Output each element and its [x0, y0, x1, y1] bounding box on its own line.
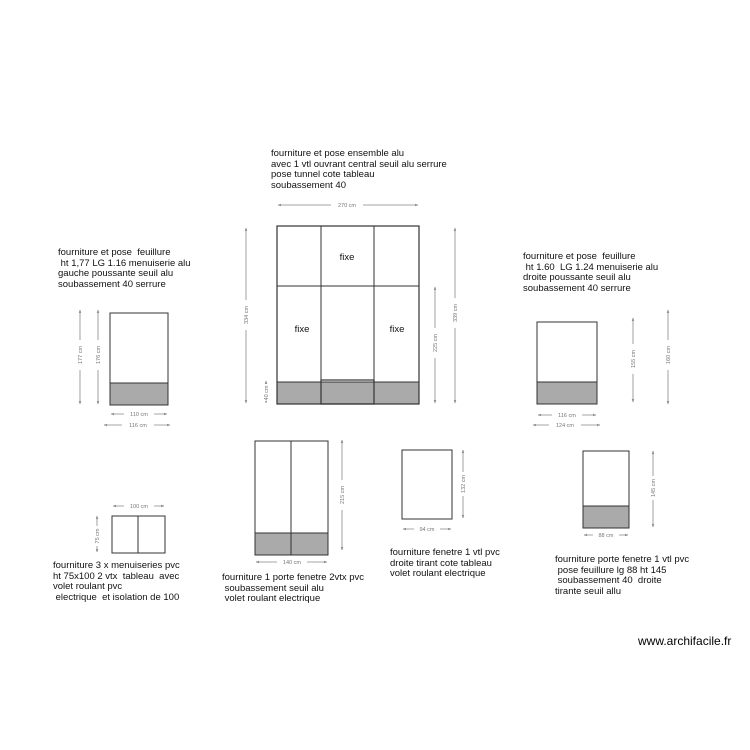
note-line: volet roulant electrique	[222, 593, 321, 604]
note-line: fourniture 3 x menuiseries pvc	[53, 560, 180, 571]
dim-window-width: 94 cm	[419, 527, 435, 533]
note-left-top	[58, 248, 191, 290]
note-bottom-center-left	[222, 573, 364, 605]
dim-left-height-inner: 176 cm	[96, 345, 102, 365]
dim-left-width-inner: 110 cm	[130, 412, 148, 418]
dim-right-door-width: 88 cm	[598, 533, 614, 539]
dim-right-door-height: 145 cm	[651, 478, 657, 498]
note-line: volet roulant electrique	[390, 568, 486, 579]
window-dimensions	[403, 450, 463, 529]
fixe-left-label: fixe	[294, 324, 310, 335]
note-line: soubassement 40 serrure	[523, 282, 631, 294]
note-line: fourniture et pose feuillure	[523, 251, 636, 262]
note-line: soubassement 40 serrure	[58, 278, 166, 290]
dim-right-height-inner: 155 cm	[631, 349, 637, 369]
dim-center-width: 270 cm	[337, 203, 357, 209]
dim-right-width-inner: 116 cm	[558, 413, 576, 419]
small-pvc-window	[112, 516, 165, 553]
note-bottom-right	[555, 555, 689, 597]
note-line: pose feuillure lg 88 ht 145	[555, 564, 667, 576]
note-line: electrique et isolation de 100	[53, 591, 180, 603]
note-line: pose tunnel cote tableau	[271, 169, 375, 180]
note-line: fourniture et pose feuillure	[58, 247, 171, 258]
note-line: soubassement 40 droite	[555, 575, 662, 586]
note-line: volet roulant pvc	[53, 581, 123, 592]
right-pvc-door	[583, 451, 629, 528]
watermark-link[interactable]: www.archifacile.fr	[638, 634, 732, 648]
dim-right-width-outer: 124 cm	[555, 423, 575, 429]
dim-center-lower: 225 cm	[433, 333, 439, 353]
single-pvc-window	[402, 450, 452, 519]
right-alu-window	[537, 322, 597, 404]
dim-door-height: 215 cm	[340, 485, 346, 505]
note-line: avec 1 vtl ouvrant central seuil alu serrure	[271, 158, 447, 170]
right-dimensions	[533, 310, 668, 425]
note-line: gauche poussante seuil alu	[58, 268, 174, 279]
fixe-top-label: fixe	[339, 252, 355, 263]
note-line: droite poussante seuil alu	[523, 272, 631, 283]
dim-center-height-left: 334 cm	[244, 305, 250, 325]
dim-right-height-outer: 160 cm	[666, 345, 672, 365]
note-right-top	[523, 252, 658, 294]
left-dimensions	[80, 310, 170, 425]
note-bottom-left	[53, 561, 180, 603]
dim-small-width: 100 cm	[129, 504, 149, 510]
note-line: soubassement 40	[271, 179, 346, 191]
dim-door-width: 140 cm	[282, 560, 302, 566]
note-line: droite tirant cote tableau	[390, 557, 492, 569]
note-line: fourniture et pose ensemble alu	[271, 148, 405, 159]
left-alu-window	[110, 313, 168, 405]
note-bottom-center-right	[390, 548, 500, 580]
note-line: fourniture 1 porte fenetre 2vtx pvc	[222, 572, 365, 583]
note-line: fourniture porte fenetre 1 vtl pvc	[555, 554, 690, 565]
note-center-top	[271, 149, 447, 191]
small-dimensions	[97, 506, 164, 552]
dim-center-base: 40 cm	[264, 385, 270, 401]
dim-left-height-outer: 177 cm	[78, 345, 84, 365]
note-line: fourniture fenetre 1 vtl pvc	[390, 547, 500, 558]
note-line: soubassement seuil alu	[222, 582, 324, 594]
fixe-right-label: fixe	[389, 324, 405, 335]
note-line: ht 1.60 LG 1.24 menuiserie alu	[523, 261, 659, 273]
dim-left-width-outer: 116 cm	[129, 423, 147, 429]
note-line: ht 75x100 2 vtx tableau avec	[53, 570, 180, 582]
note-line: tirante seuil allu	[555, 585, 622, 597]
note-line: ht 1,77 LG 1.16 menuiserie alu	[58, 257, 191, 269]
center-alu-assembly	[277, 226, 419, 404]
door-2vtx-pvc	[255, 441, 328, 555]
dim-window-height: 132 cm	[461, 474, 467, 494]
dim-center-height-right: 339 cm	[453, 303, 459, 323]
dim-small-height: 75 cm	[95, 528, 101, 544]
